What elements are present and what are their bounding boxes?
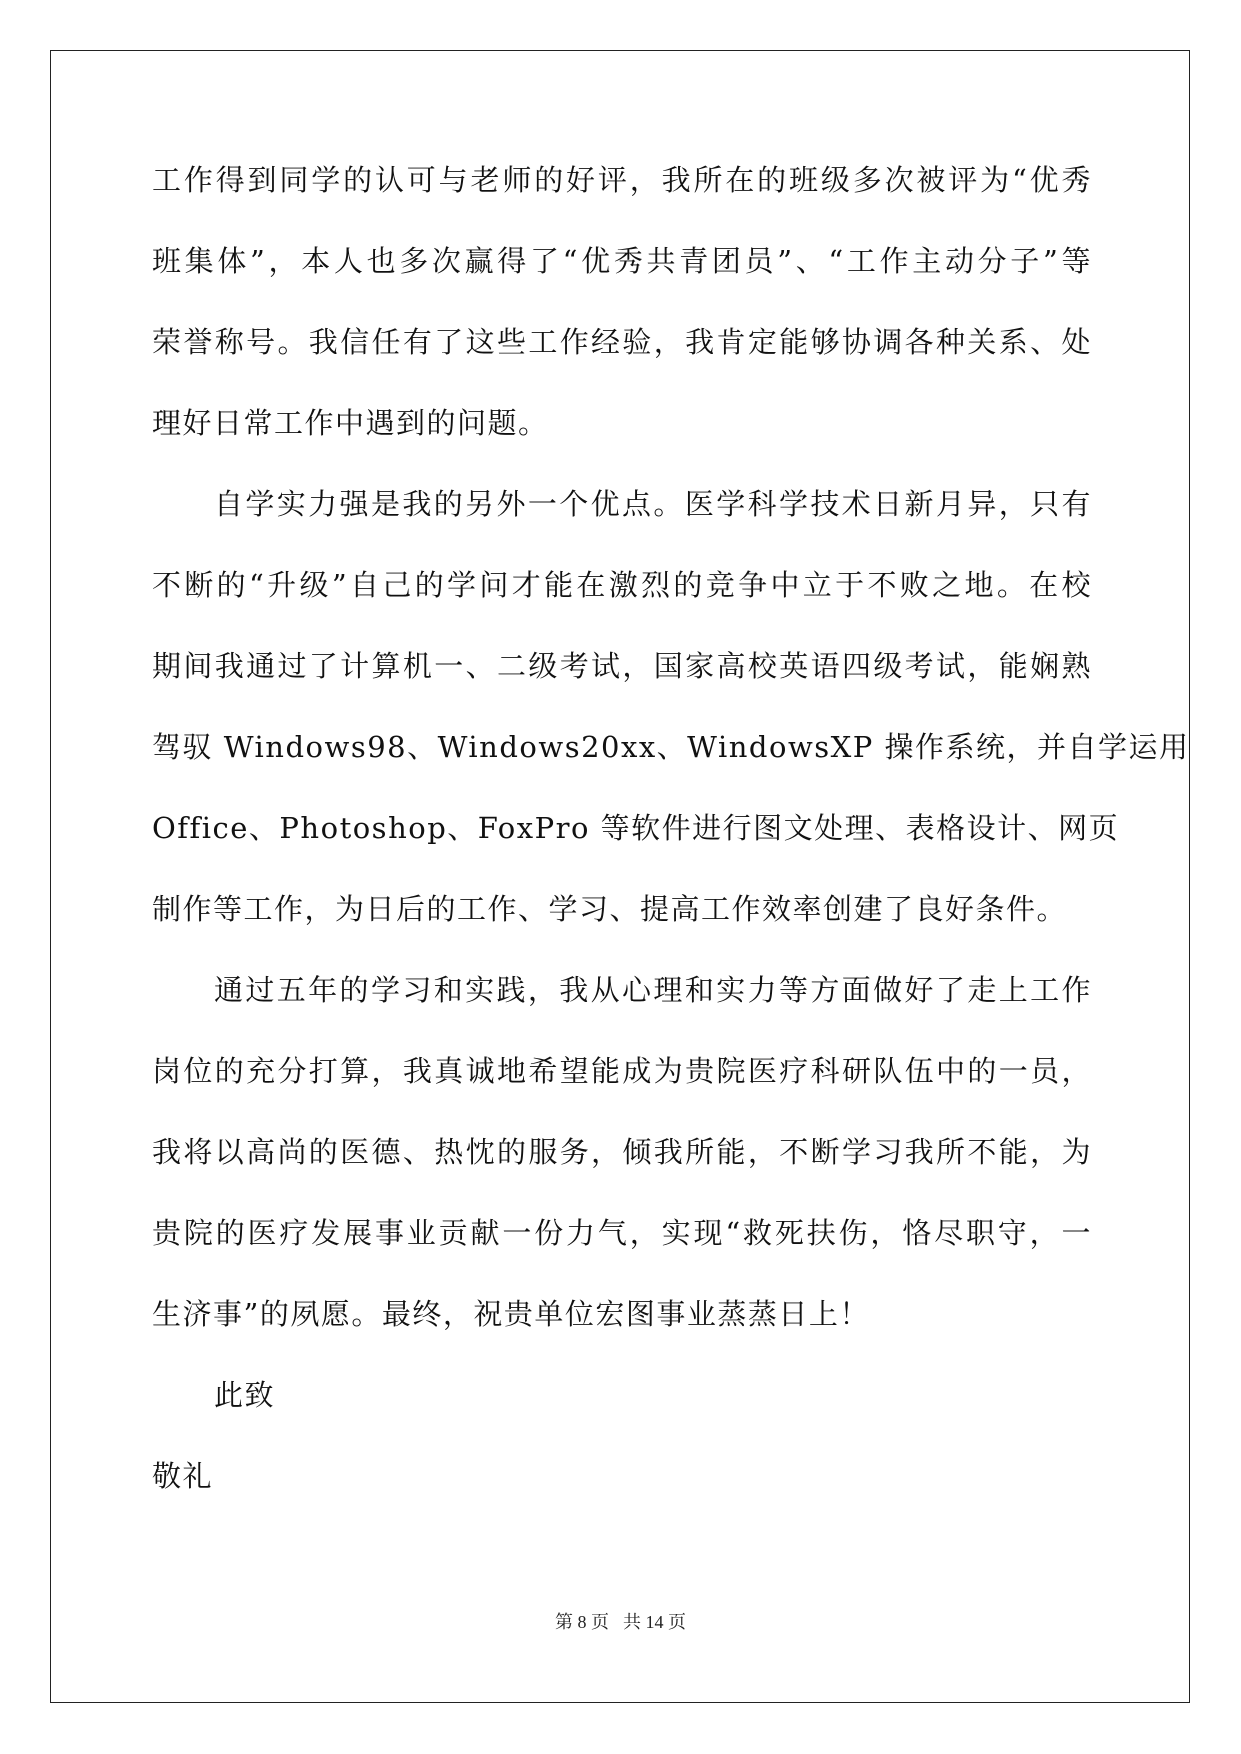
paragraph-start-line: 自学实力强是我的另外一个优点。医学科学技术日新月异，只有 (214, 487, 1092, 521)
text-line: Office、Photoshop、FoxPro 等软件进行图文处理、表格设计、网页 (152, 811, 1120, 845)
text-line: 生济事”的夙愿。最终，祝贵单位宏图事业蒸蒸日上！ (152, 1297, 870, 1331)
page-total: 共 14 页 (623, 1612, 686, 1632)
text-line: 不断的“升级”自己的学问才能在激烈的竞争中立于不败之地。在校 (152, 568, 1092, 602)
page-footer (0, 1608, 1241, 1634)
text-line: 工作得到同学的认可与老师的好评，我所在的班级多次被评为“优秀 (152, 163, 1092, 197)
text-line: 贵院的医疗发展事业贡献一份力气，实现“救死扶伤，恪尽职守，一 (152, 1216, 1092, 1250)
closing-salutation: 此致 (214, 1378, 276, 1412)
text-line: 制作等工作，为日后的工作、学习、提高工作效率创建了良好条件。 (152, 892, 1068, 926)
letter-body (152, 160, 1190, 1537)
closing-regards: 敬礼 (152, 1459, 214, 1493)
text-line: 岗位的充分打算，我真诚地希望能成为贵院医疗科研队伍中的一员， (152, 1054, 1092, 1088)
text-line: 班集体”，本人也多次赢得了“优秀共青团员”、“工作主动分子”等 (152, 244, 1092, 278)
text-line: 驾驭 Windows98、Windows20xx、WindowsXP 操作系统，并自学运用 (152, 730, 1190, 764)
text-line: 期间我通过了计算机一、二级考试，国家高校英语四级考试，能娴熟 (152, 649, 1092, 683)
text-line: 荣誉称号。我信任有了这些工作经验，我肯定能够协调各种关系、处 (152, 325, 1092, 359)
page-number: 第 8 页 (555, 1612, 609, 1632)
text-line: 我将以高尚的医德、热忱的服务，倾我所能，不断学习我所不能，为 (152, 1135, 1092, 1169)
text-line: 理好日常工作中遇到的问题。 (152, 406, 549, 440)
paragraph-start-line: 通过五年的学习和实践，我从心理和实力等方面做好了走上工作 (214, 973, 1092, 1007)
